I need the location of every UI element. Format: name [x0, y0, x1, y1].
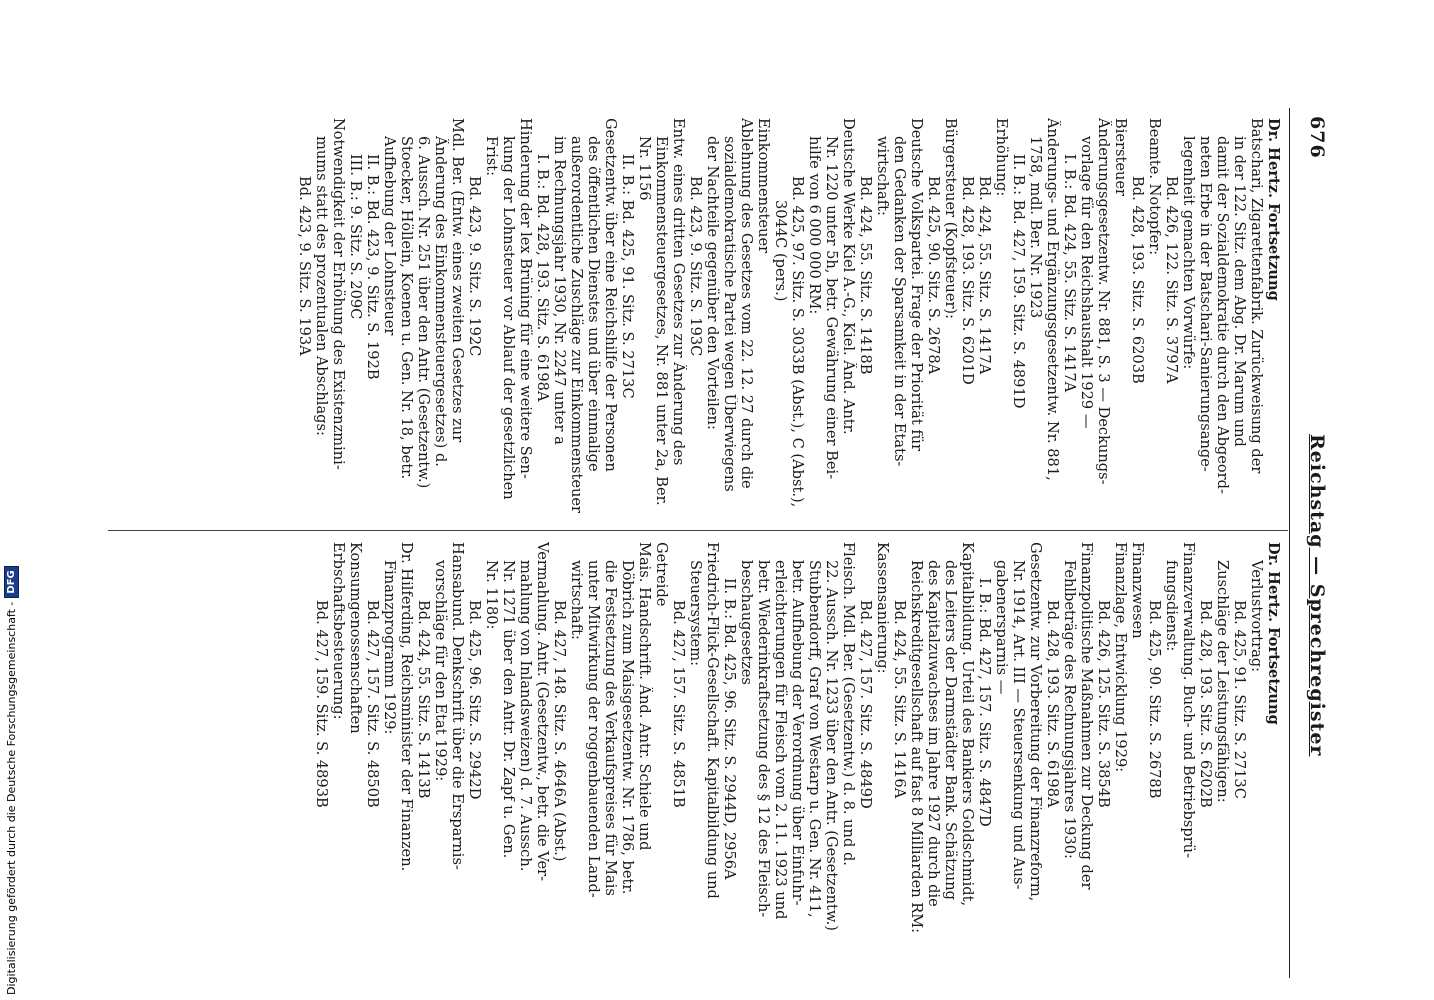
register-line: kung der Lohnsteuer vor Ablauf der gesetzlichen [500, 136, 517, 500]
register-line: erleichterungen für Fleisch vom 2. 11. 1923 und [772, 560, 789, 920]
register-line: gabenersparnis — [993, 560, 1010, 695]
register-line: Gesetzentw. über eine Reichshilfe der Personen [602, 118, 619, 472]
register-line: außerordentliche Zuschläge zur Einkommensteuer [568, 136, 585, 514]
register-line: Biersteuer [1112, 118, 1129, 197]
register-line: Finanzprogramm 1929: [381, 560, 398, 735]
register-line: Bd. 426, 122. Sitz. S. 3797A [1163, 176, 1180, 384]
register-line: Reichskreditgesellschaft auf fast 8 Milliarden RM: [908, 560, 925, 934]
register-line: Zuschläge der Leistungsfähigen: [1214, 560, 1231, 803]
register-line: 6. Aussch. Nr. 251 über den Antr. (Gesetzentw.) [415, 136, 432, 489]
register-line: Mdl. Ber. (Entw. eines zweiten Gesetzes zur [449, 118, 466, 443]
register-line: Friedrich-Flick-Gesellschaft. Kapitalbildung und [704, 542, 721, 899]
register-line: Bd. 425, 97. Sitz. S. 3033B (Abst.), C (Abst.), [789, 176, 806, 508]
register-line: Bd. 425, 91. Sitz. S. 2713C [1231, 600, 1248, 799]
register-line: Änderung des Einkommensteuergesetzes) d. [432, 136, 449, 467]
register-line: Fehlbeträge des Rechnungsjahres 1930: [1061, 560, 1078, 859]
register-line: fungsdienst: [1163, 560, 1180, 652]
register-line: Hinderung der lex Brüning für eine weitere Sen- [517, 118, 534, 479]
register-line: Finanzpolitische Maßnahmen zur Deckung der [1078, 542, 1095, 890]
register-line: beschaugesetzes [738, 560, 755, 685]
register-line: betr. Aufhebung der Verordnung über Einfuhr- [789, 560, 806, 906]
register-line: den Gedanken der Sparsamkeit in der Etats- [891, 136, 908, 467]
register-line: Bd. 424, 55. Sitz. S. 1413B [415, 600, 432, 799]
register-line: wirtschaft: [568, 560, 585, 640]
register-line: Nr. 1914, Art. III — Steuersenkung und Aus- [1010, 560, 1027, 890]
register-line: I. B.: Bd. 427, 157. Sitz. S. 4847D [976, 578, 993, 827]
register-line: Bd. 428, 193. Sitz. S. 6198A [1044, 600, 1061, 808]
register-line: II. B.: Bd. 425, 96. Sitz. S. 2944D, 2956A [721, 578, 738, 880]
right-column [313, 542, 1282, 944]
register-line: Bd. 423, 9. Sitz. S. 193A [296, 176, 313, 356]
register-line: Dr. Hertz. Fortsetzung [1265, 542, 1282, 725]
page-number: 676 [1306, 116, 1328, 159]
register-line: Bd. 423, 9. Sitz. S. 192C [466, 176, 483, 357]
column-divider [108, 530, 1288, 531]
page-header [1292, 0, 1338, 1000]
register-line: Finanzlage, Entwicklung 1929: [1112, 542, 1129, 773]
register-line: Hansabund. Denkschrift über die Ersparnis- [449, 542, 466, 870]
register-line: Kapitalbildung. Urteil des Bankiers Goldschmidt, [959, 542, 976, 907]
register-line: Verlustvortrag: [1248, 560, 1265, 673]
register-line: Ablehnung des Gesetzes vom 22. 12. 27 durch die [738, 118, 755, 489]
register-line: Änderungsgesetzentw. Nr. 881, S. 3 — Deckungs- [1095, 118, 1112, 485]
register-line: Erhöhung: [993, 118, 1010, 197]
register-line: Nr. 1180: [483, 560, 500, 630]
register-line: Einkommensteuer [755, 118, 772, 254]
register-line: im Rechnungsjahr 1930, Nr. 2247 unter a [551, 136, 568, 445]
register-line: Batschari, Zigarettenfabrik. Zurückweisung der [1248, 118, 1265, 474]
register-line: III. B.: 9. Sitz. S. 209C [347, 154, 364, 320]
register-line: Erbschaftsbesteuerung: [330, 542, 347, 720]
register-line: Einkommensteuergesetzes, Nr. 881 unter 2a, Ber. [653, 136, 670, 506]
running-head: Reichstag — Sprechregister [1306, 434, 1328, 757]
header-rule [1289, 108, 1290, 978]
register-line: Frist: [483, 136, 500, 177]
register-line: Döbrich zum Maisgesetzentw. Nr. 1786, betr. [619, 560, 636, 895]
register-line: Bd. 427, 148. Sitz. S. 4646A (Abst.) [551, 600, 568, 862]
digitization-credit [4, 566, 19, 995]
register-line: Bd. 426, 125. Sitz. S. 3854B [1095, 600, 1112, 808]
dfg-logo: DFG [4, 566, 19, 597]
register-line: II. B.: Bd. 425, 91. Sitz. S. 2713C [619, 154, 636, 399]
left-column [296, 118, 1282, 520]
register-line: 3044C (pers.) [772, 200, 789, 302]
register-line: Bd. 427, 157. Sitz. S. 4850B [364, 600, 381, 808]
register-line: des öffentlichen Dienstes und über einmalige [585, 136, 602, 472]
register-line: I. B.: Bd. 428, 193. Sitz. S. 6198A [534, 154, 551, 402]
register-line: Bd. 427, 157. Sitz. S. 4851B [670, 600, 687, 808]
register-line: Dr. Hertz. Fortsetzung [1265, 118, 1282, 301]
register-line: betr. Wiederinkraftsetzung des § 12 des Fleisch- [755, 560, 772, 918]
register-line: legenheit gemachten Vorwürfe: [1180, 136, 1197, 370]
register-line: mums statt des prozentualen Abschlags: [313, 136, 330, 436]
register-line: 22. Aussch. Nr. 1233 über den Antr. (Gesetzentw.) [823, 560, 840, 931]
register-line: II. B.: Bd. 423, 9. Sitz. S. 192B [364, 154, 381, 380]
register-line: Deutsche Volkspartei. Frage der Priorität für [908, 118, 925, 452]
register-line: Getreide [653, 542, 670, 607]
register-line: Stoecker, Höllein, Koenen u. Gen. Nr. 18, betr. [398, 136, 415, 480]
register-line: Bd. 425, 90. Sitz. S. 2678B [1146, 600, 1163, 799]
register-line: Kassensanierung: [874, 542, 891, 674]
register-line: Bd. 424, 55. Sitz. S. 1416A [891, 600, 908, 799]
credit-text: Digitalisierung gefördert durch die Deutsche Forschungsgemeinschaft - [5, 601, 18, 995]
register-line: neten Erbe in der Batschari-Sanierungsange- [1197, 136, 1214, 472]
register-line: mahlung von Inlandsweizen) d. 7. Aussch. [517, 560, 534, 872]
register-line: 1758, mdl. Ber. Nr. 1923 [1027, 136, 1044, 319]
register-line: vorlage für den Reichshaushalt 1929 — [1078, 136, 1095, 429]
register-line: in der 122. Sitz. dem Abg. Dr. Marum und [1231, 136, 1248, 447]
register-line: Gesetzentw. zur Vorbereitung der Finanzreform, [1027, 542, 1044, 902]
register-line: die Festsetzung des Verkaufspreises für Mais [602, 560, 619, 896]
register-line: Nr. 1271 über den Antr. Dr. Zapf u. Gen. [500, 560, 517, 859]
register-line: Bd. 428, 193. Sitz. S. 6201D [959, 176, 976, 385]
register-line: Bd. 428, 193. Sitz. S. 6203B [1129, 176, 1146, 384]
register-line: Bd. 425, 96. Sitz. S. 2942D [466, 600, 483, 800]
register-line: Steuersystem: [687, 560, 704, 666]
register-line: sozialdemokratische Partei wegen Überwiegens [721, 136, 738, 492]
register-line: Vermahlung. Antr. (Gesetzentw., betr. die Ver- [534, 542, 551, 882]
register-line: Deutsche Werke Kiel A.-G., Kiel. Änd. Antr. [840, 118, 857, 435]
register-line: Bd. 428, 193. Sitz. S. 6202B [1197, 600, 1214, 808]
register-line: Bd. 423, 9. Sitz. S. 193C [687, 176, 704, 357]
register-line: Bd. 425, 90. Sitz. S. 2678A [925, 176, 942, 375]
register-line: hilfe von 6 000 000 RM: [806, 136, 823, 315]
register-line: Aufhebung der Lohnsteuer [381, 136, 398, 336]
register-line: Nr. 1220 unter 5h, betr. Gewährung einer Bei- [823, 136, 840, 480]
register-line: der Nachteile gegenüber den Vorteilen: [704, 136, 721, 430]
register-line: vorschläge für den Etat 1929: [432, 560, 449, 782]
register-line: unter Mitwirkung der roggenbauenden Land- [585, 560, 602, 898]
register-line: Bd. 424, 55. Sitz. S. 1418B [857, 176, 874, 375]
register-line: Finanzverwaltung. Buch- und Betriebsprü- [1180, 542, 1197, 859]
register-line: Konsumgenossenschaften [347, 542, 364, 734]
register-line: Notwendigkeit der Erhöhung des Existenzmini- [330, 118, 347, 470]
register-line: des Kapitalzuwachses im Jahre 1927 durch die [925, 560, 942, 907]
register-line: I. B.: Bd. 424, 55. Sitz. S. 1417A [1061, 154, 1078, 393]
register-line: des Leiters der Darmstädter Bank. Schätzung [942, 560, 959, 900]
register-line: Finanzwesen [1129, 542, 1146, 639]
register-line: damit der Sozialdemokratie durch den Abgeord- [1214, 136, 1231, 494]
register-line: Stubbendorff, Graf von Westarp u. Gen. Nr. 411, [806, 560, 823, 918]
register-line: Änderungs- und Ergänzungsgesetzentw. Nr. 881, [1044, 118, 1061, 481]
register-line: Beamte. Notopfer: [1146, 118, 1163, 256]
register-line: Entw. eines dritten Gesetzes zur Änderung des [670, 118, 687, 466]
register-line: Bd. 424, 55. Sitz. S. 1417A [976, 176, 993, 375]
register-line: Bürgersteuer (Kopfsteuer): [942, 118, 959, 320]
register-line: Mais. Handschrift. Änd. Antr. Schiele und [636, 542, 653, 851]
register-line: II. B.: Bd. 427, 159. Sitz. S. 4891D [1010, 154, 1027, 409]
register-line: Dr. Hilferding, Reichsminister der Finanzen. [398, 542, 415, 872]
register-line: Nr. 1156 [636, 136, 653, 201]
register-line: Fleisch. Mdl. Ber. (Gesetzentw.) d. 8. und d. [840, 542, 857, 866]
register-line: Bd. 427, 157. Sitz. S. 4849D [857, 600, 874, 809]
register-line: Bd. 427, 159. Sitz. S. 4893B [313, 600, 330, 808]
register-line: wirtschaft: [874, 136, 891, 216]
